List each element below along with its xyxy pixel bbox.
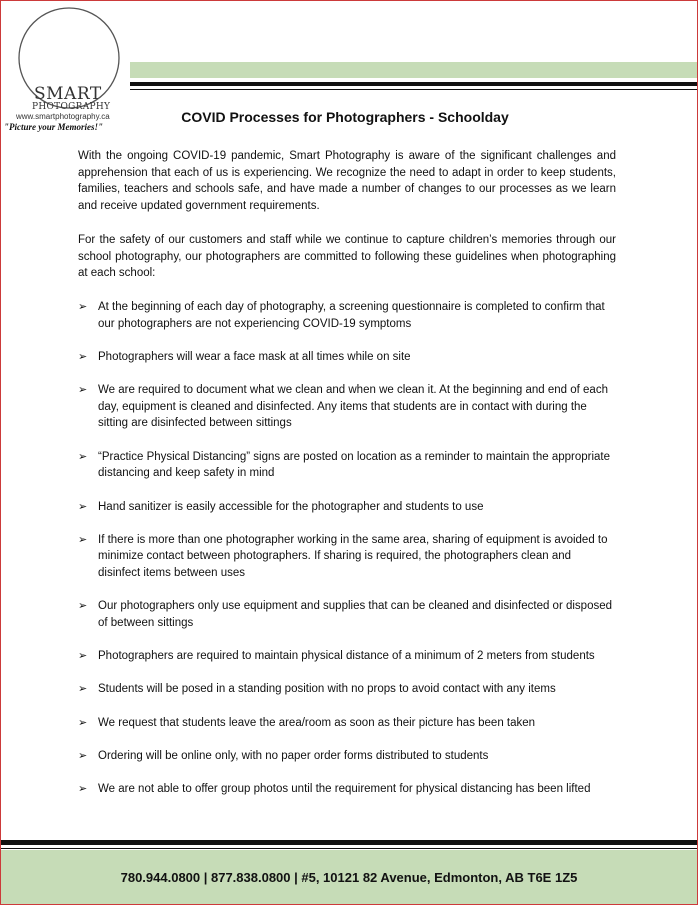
logo-subtitle: PHOTOGRAPHY bbox=[32, 102, 111, 112]
list-item bbox=[78, 532, 616, 582]
arrow-bullet-icon: ➢ bbox=[78, 300, 88, 313]
company-logo bbox=[4, 6, 144, 131]
header-green-band bbox=[130, 62, 697, 78]
arrow-bullet-icon: ➢ bbox=[78, 350, 88, 363]
footer-rule-thin bbox=[0, 848, 698, 849]
logo-url: www.smartphotography.ca bbox=[16, 112, 110, 121]
list-item-text: Our photographers only use equipment and supplies that can be cleaned and disinfected or disposed of between sittings bbox=[98, 600, 613, 630]
footer-band bbox=[1, 850, 697, 904]
list-item bbox=[78, 598, 616, 631]
document-body bbox=[78, 148, 616, 814]
logo-tagline: "Picture your Memories!" bbox=[4, 122, 103, 132]
arrow-bullet-icon: ➢ bbox=[78, 749, 88, 762]
list-item-text: “Practice Physical Distancing” signs are posted on location as a reminder to maintain the appropriate distancing and keep safety in mind bbox=[98, 450, 611, 480]
arrow-bullet-icon: ➢ bbox=[78, 533, 88, 546]
list-item-text: Students will be posed in a standing position with no props to avoid contact with any items bbox=[98, 683, 556, 696]
logo-name: SMART bbox=[34, 84, 102, 104]
list-item-text: At the beginning of each day of photography, a screening questionnaire is completed to confirm that our photographers are not experiencing COVID-19 symptoms bbox=[98, 300, 605, 330]
arrow-bullet-icon: ➢ bbox=[78, 783, 88, 796]
list-item bbox=[78, 382, 616, 432]
list-item bbox=[78, 681, 616, 698]
guidelines-list bbox=[78, 299, 616, 798]
footer-contact-info: 780.944.0800 | 877.838.0800 | #5, 10121 82 Avenue, Edmonton, AB T6E 1Z5 bbox=[120, 869, 578, 885]
document-title: COVID Processes for Photographers - Schoolday bbox=[181, 109, 509, 125]
list-item-text: Hand sanitizer is easily accessible for the photographer and students to use bbox=[98, 500, 484, 513]
intro-paragraph: With the ongoing COVID-19 pandemic, Smart Photography is aware of the significant challenges and apprehension that each of us is experiencing. We recognize the need to adapt in order to keep students, families, teachers and schools safe, and have made a number of changes to our processes as we learn and receive updated government requirements. bbox=[78, 150, 616, 213]
arrow-bullet-icon: ➢ bbox=[78, 600, 88, 613]
list-item bbox=[78, 648, 616, 665]
list-item-text: Photographers will wear a face mask at all times while on site bbox=[98, 350, 411, 363]
list-item-text: Photographers are required to maintain physical distance of a minimum of 2 meters from students bbox=[98, 650, 595, 663]
list-item-text: We request that students leave the area/room as soon as their picture has been taken bbox=[98, 716, 536, 729]
list-item bbox=[78, 715, 616, 732]
list-item bbox=[78, 349, 616, 366]
arrow-bullet-icon: ➢ bbox=[78, 716, 88, 729]
arrow-bullet-icon: ➢ bbox=[78, 650, 88, 663]
arrow-bullet-icon: ➢ bbox=[78, 450, 88, 463]
list-item-text: Ordering will be online only, with no paper order forms distributed to students bbox=[98, 749, 489, 762]
list-item bbox=[78, 299, 616, 332]
list-item bbox=[78, 499, 616, 516]
list-item-text: We are not able to offer group photos until the requirement for physical distancing has been lifted bbox=[98, 783, 591, 796]
arrow-bullet-icon: ➢ bbox=[78, 683, 88, 696]
arrow-bullet-icon: ➢ bbox=[78, 500, 88, 513]
list-item bbox=[78, 449, 616, 482]
list-item bbox=[78, 748, 616, 765]
list-item bbox=[78, 781, 616, 798]
list-item-text: If there is more than one photographer working in the same area, sharing of equipment is avoided to minimize contact between photographers. If sharing is required, the photographers clean and disinfect items between uses bbox=[98, 533, 608, 580]
safety-paragraph: For the safety of our customers and staff while we continue to capture children’s memories through our school photography, our photographers are committed to following these guidelines when photographing at each school: bbox=[78, 233, 616, 280]
footer-rule-thick bbox=[0, 840, 698, 845]
header-rule-thin bbox=[130, 89, 697, 90]
list-item-text: We are required to document what we clean and when we clean it. At the beginning and end of each day, equipment is cleaned and disinfected. Any items that students are in contact with during the sitting are disinfected between sittings bbox=[98, 384, 608, 430]
arrow-bullet-icon: ➢ bbox=[78, 384, 88, 397]
header-rule-thick bbox=[130, 82, 697, 86]
